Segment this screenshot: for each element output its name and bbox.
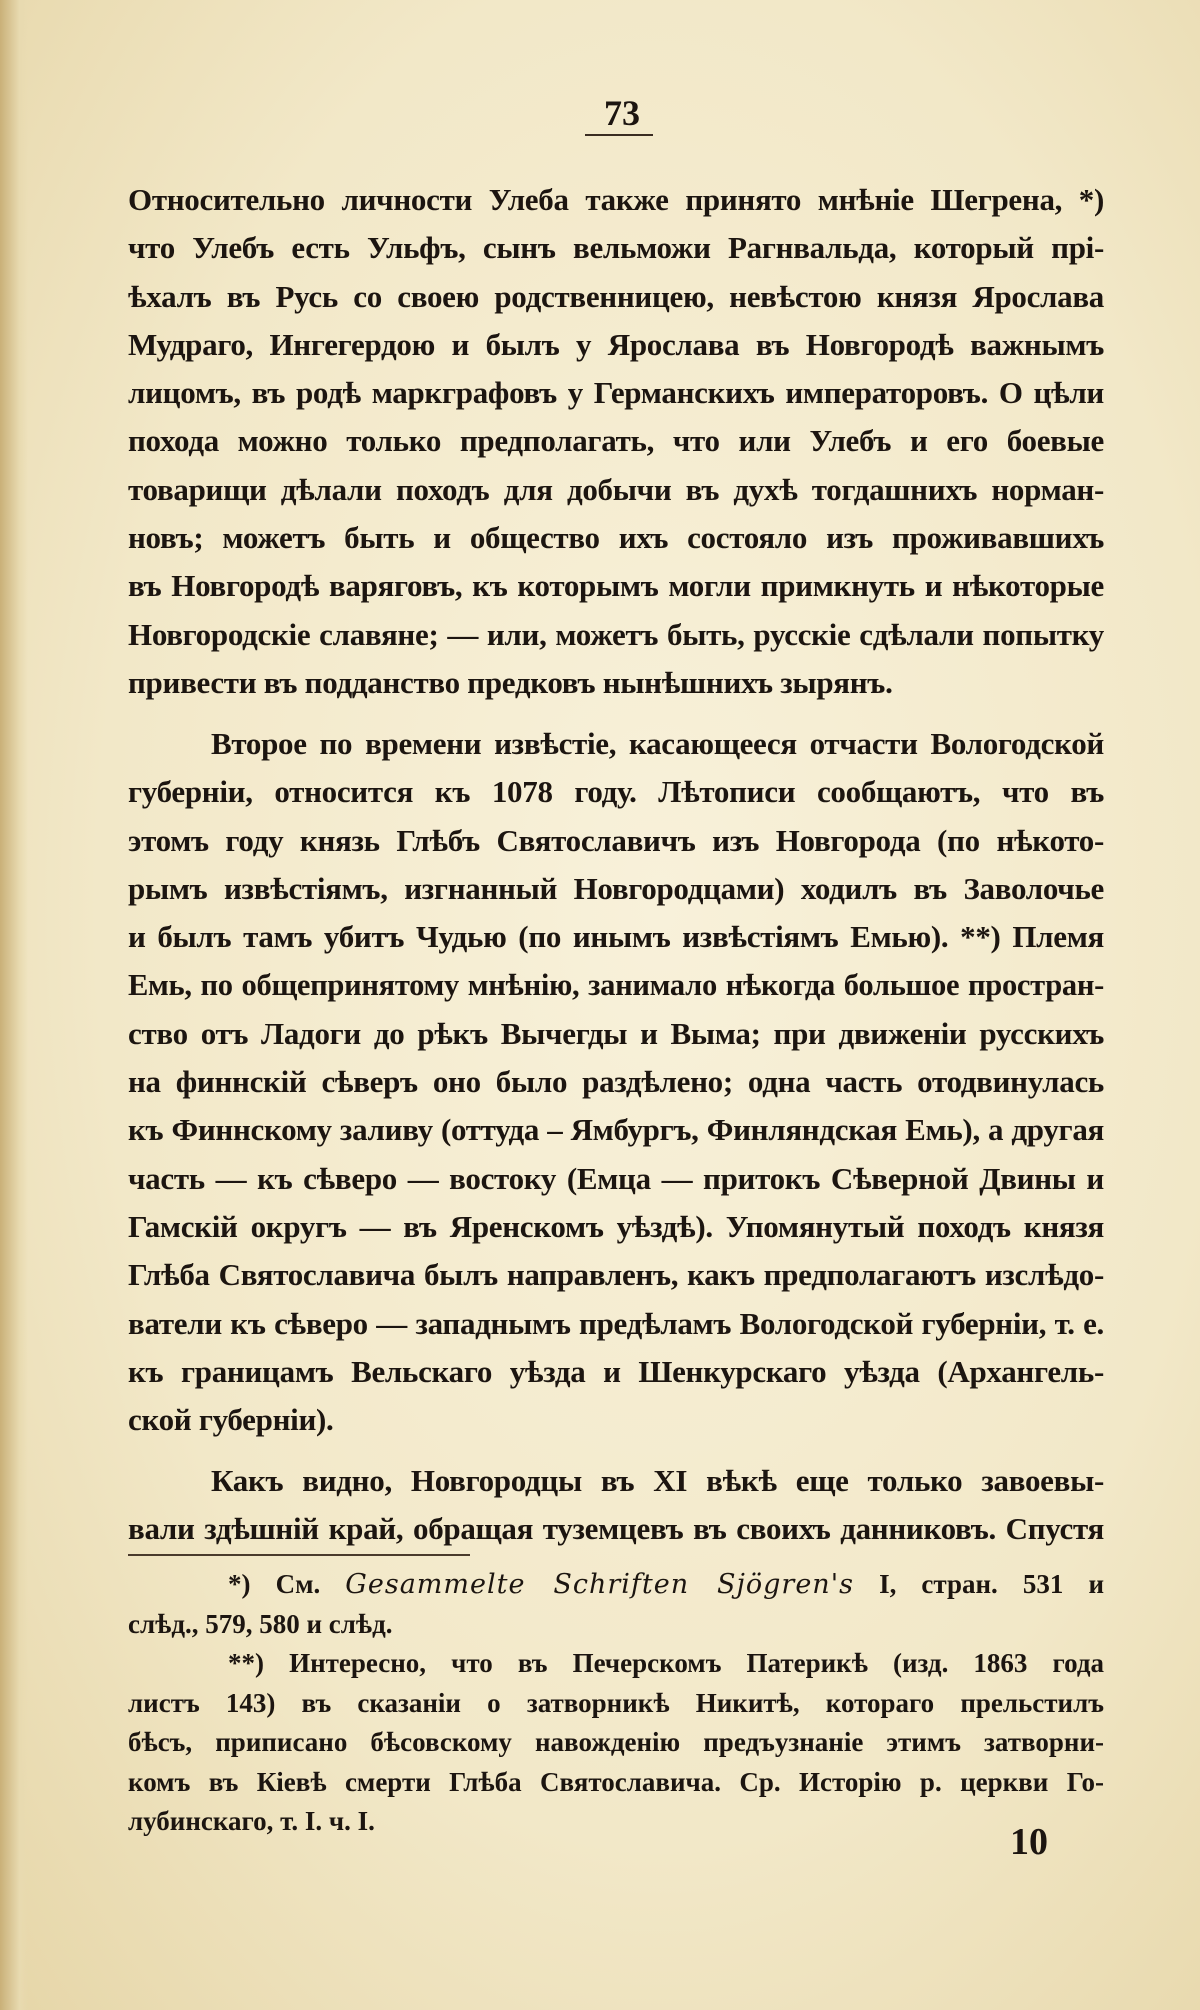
text-line: ватели къ сѣверо — западнымъ предѣламъ Вологодской губерніи, т. е. [128,1305,1104,1341]
text-line: губерніи, относится къ 1078 году. Лѣтописи сообщаютъ, что въ [128,774,1104,810]
text-line: похода можно только предполагать, что или Улебъ и его боевые [128,423,1104,459]
text-line: лицомъ, въ родѣ маркграфовъ у Германскихъ императоровъ. О цѣли [128,375,1104,411]
text-line: этомъ году князь Глѣбъ Святославичъ изъ Новгорода (по нѣкото- [128,822,1104,858]
footnote-1-line [128,1565,1104,1605]
text-line: въ Новгородѣ варяговъ, къ которымъ могли примкнуть и нѣкоторые [128,568,1104,604]
footnote-2-line: комъ въ Кіевѣ смерти Глѣба Святославича. Ср. Исторію р. церкви Го- [128,1766,1104,1797]
footnote-2-line: бѣсъ, приписано бѣсовскому навожденію предъузнаніе этимъ затворни- [128,1727,1104,1757]
text-line: Мудраго, Ингегердою и былъ у Ярослава въ Новгородѣ важнымъ [128,326,1104,362]
page-number-rule [585,134,653,136]
text-line: ство отъ Ладоги до рѣкъ Вычегды и Выма; при движеніи русскихъ [128,1015,1104,1051]
footnote-2-line: **) Интересно, что въ Печерскомъ Патерикѣ (изд. 1863 года [228,1648,1104,1678]
text-line: рымъ извѣстіямъ, изгнанный Новгородцами) ходилъ въ Заволочье [128,870,1104,906]
text-line: Второе по времени извѣстіе, касающееся отчасти Вологодской [211,726,1104,761]
text-line: и былъ тамъ убитъ Чудью (по инымъ извѣстіямъ Емью). **) Племя [128,919,1104,955]
text-line: новъ; можетъ быть и общество ихъ состояло изъ проживавшихъ [128,520,1104,556]
paragraph-2 [128,720,1104,1444]
text-line: привести въ подданство предковъ нынѣшнихъ зырянъ. [128,664,893,700]
text-line: Гамскій округъ — въ Яренскомъ уѣздѣ). Упомянутый походъ князя [128,1208,1104,1244]
text-line: къ Финнскому заливу (оттуда – Ямбургъ, Финляндская Емь), а другая [128,1112,1104,1148]
text-line: ской губерніи). [128,1402,334,1438]
paragraph-1 [128,176,1104,707]
footnote-text: I, стран. 531 и [879,1569,1104,1599]
text-line: вали здѣшній край, обращая туземцевъ въ своихъ данниковъ. Спустя [128,1511,1104,1547]
text-line: на финнскій сѣверъ оно было раздѣлено; одна часть отодвинулась [128,1064,1104,1100]
footnote-2-line: листъ 143) въ сказаніи о затворникѣ Никитѣ, котораго прельстилъ [128,1687,1104,1718]
text-line: Емь, по общепринятому мнѣнію, занимало нѣкогда большое простран- [128,968,1104,1003]
text-line: ѣхалъ въ Русь со своею родственницею, невѣстою князя Ярослава [128,278,1104,314]
footnotes [128,1565,1104,1842]
text-line: Относительно личности Улеба также принято мнѣніе Шегрена, *) [128,182,1104,217]
signature-mark: 10 [1010,1821,1048,1863]
text-line: часть — къ сѣверо — востоку (Емца — притокъ Сѣверной Двины и [128,1160,1104,1196]
text-line: Какъ видно, Новгородцы въ XI вѣкѣ еще только завоевы- [211,1463,1104,1498]
page-number: 73 [604,93,640,133]
text-line: Глѣба Святославича былъ направленъ, какъ предполагаютъ изслѣдо- [128,1257,1104,1293]
text-line: къ границамъ Вельскаго уѣзда и Шенкурскаго уѣзда (Архангель- [128,1353,1104,1389]
text-line: что Улебъ есть Ульфъ, сынъ вельможи Рагнвальда, который прі- [128,230,1104,266]
footnote-separator [128,1554,470,1556]
footnote-text: См. [275,1569,321,1599]
footnote-2-line: лубинскаго, т. I. ч. I. [128,1806,375,1836]
paragraph-3 [128,1457,1104,1554]
footnote-mark: *) [228,1569,251,1599]
footnote-1-line: слѣд., 579, 580 и слѣд. [128,1608,393,1639]
page-edge-shadow [0,0,28,2010]
text-line: Новгородскіе славяне; — или, можетъ быть, русскіе сдѣлали попытку [128,616,1104,652]
text-line: товарищи дѣлали походъ для добычи въ духѣ тогдашнихъ норман- [128,471,1104,507]
script-title: Gesammelte Schriften Sjögren's [345,1569,854,1600]
